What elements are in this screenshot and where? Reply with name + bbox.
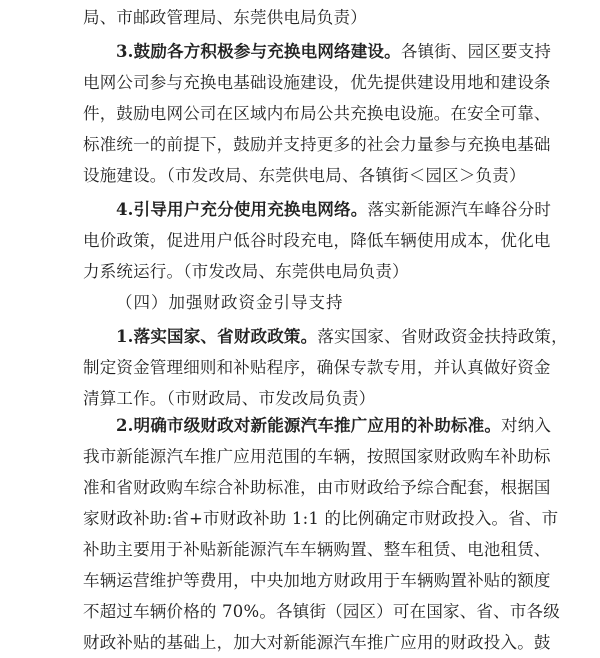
text-line: 准和省财政购车综合补助标准，由市财政给予综合配套，根据国 [83,478,551,497]
item-heading: 2.明确市级财政对新能源汽车推广应用的补助标准。 [116,416,502,435]
text-line: 设施建设。（市发改局、东莞供电局、各镇街＜园区＞负责） [83,166,526,185]
text-span: 对纳入 [501,416,552,435]
text-line: 电价政策，促进用户低谷时段充电，降低车辆使用成本，优化电 [83,231,551,250]
text-line: 件，鼓励电网公司在区域内布局公共充换电设施。在安全可靠、 [83,104,551,123]
text-line: 局、市邮政管理局、东莞供电局负责） [83,8,367,27]
text-line: 标准统一的前提下，鼓励并支持更多的社会力量参与充换电基础 [83,135,551,154]
text-line: 制定资金管理细则和补贴程序，确保专款专用，并认真做好资金 [83,358,551,377]
text-line: 家财政补助:省+市财政补助 1:1 的比例确定市财政投入。省、市 [83,509,559,528]
paragraph-first-line [116,410,552,441]
text-span: 落实国家、省财政资金扶持政策， [317,327,568,346]
section-subheading: （四）加强财政资金引导支持 [116,293,344,312]
text-line: 财政补贴的基础上，加大对新能源汽车推广应用的财政投入。鼓 [83,633,551,652]
text-span: 各镇街、园区要支持 [400,42,552,61]
text-line: 不超过车辆价格的 70%。各镇街（园区）可在国家、省、市各级 [83,602,560,621]
paragraph-first-line [116,321,568,352]
text-line: 清算工作。（市财政局、市发改局负责） [83,389,376,408]
text-line: 力系统运行。（市发改局、东莞供电局负责） [83,262,409,281]
text-line: 电网公司参与充换电基础设施建设，优先提供建设用地和建设条 [83,73,551,92]
paragraph-first-line [116,36,552,67]
text-line: 我市新能源汽车推广应用范围的车辆，按照国家财政购车补助标 [83,447,551,466]
item-heading: 4.引导用户充分使用充换电网络。 [116,200,368,219]
item-heading: 3.鼓励各方积极参与充换电网络建设。 [116,42,401,61]
text-line: 补助主要用于补贴新能源汽车车辆购置、整车租赁、电池租赁、 [83,540,551,559]
text-line: 车辆运营维护等费用，中央加地方财政用于车辆购置补贴的额度 [83,571,551,590]
text-span: 落实新能源汽车峰谷分时 [367,200,552,219]
item-heading: 1.落实国家、省财政政策。 [116,327,318,346]
paragraph-first-line [116,194,552,225]
